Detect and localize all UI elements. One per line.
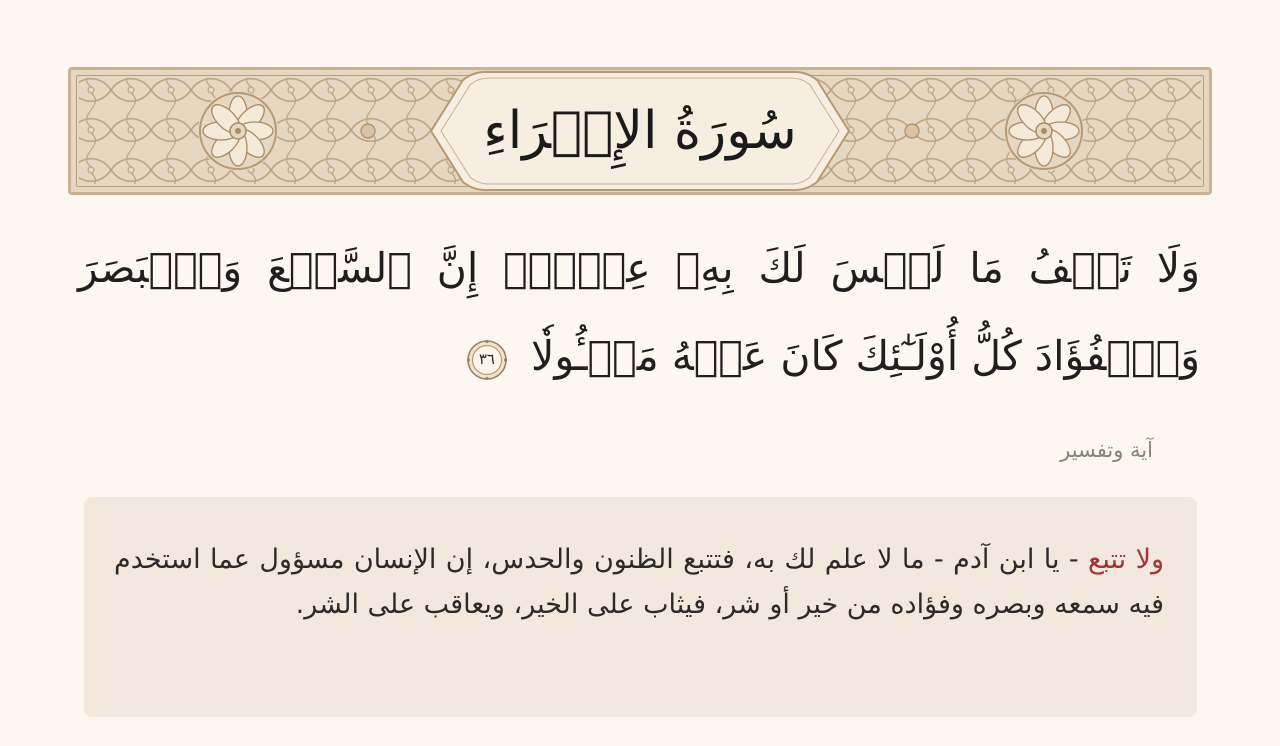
tafsir-body: - يا ابن آدم - ما لا علم لك به، فتتبع الظنون والحدس، إن الإنسان مسؤول عما استخدم فيه سمعه وبصره وفؤاده من خير أو شر، فيثاب على الخير، ويعاقب على الشر. (114, 544, 1164, 620)
verse-text-block[interactable] (78, 224, 1200, 400)
section-label-verse-tafsir: آية وتفسير (1060, 438, 1153, 462)
right-rosette-icon (1004, 91, 1084, 171)
left-rosette-icon (198, 91, 278, 171)
verse-text: وَلَا تَقۡفُ مَا لَيۡسَ لَكَ بِهِۦ عِلۡمٌۚ إِنَّ ٱلسَّمۡعَ وَٱلۡبَصَرَ وَٱلۡفُؤَادَ كُلُّ أُوْلَـٰٓئِكَ كَانَ عَنۡهُ مَسۡـُٔولٗا (78, 244, 1200, 380)
surah-title: سُورَةُ الإِسۡرَاءِ (483, 101, 797, 161)
tafsir-text (114, 537, 1164, 627)
ayah-number: ٣٦ (478, 350, 495, 368)
ayah-number-marker[interactable] (466, 339, 508, 381)
tafsir-card[interactable] (84, 497, 1197, 717)
surah-header-banner (68, 67, 1212, 195)
tafsir-highlight: ولا تتبع (1088, 544, 1165, 575)
